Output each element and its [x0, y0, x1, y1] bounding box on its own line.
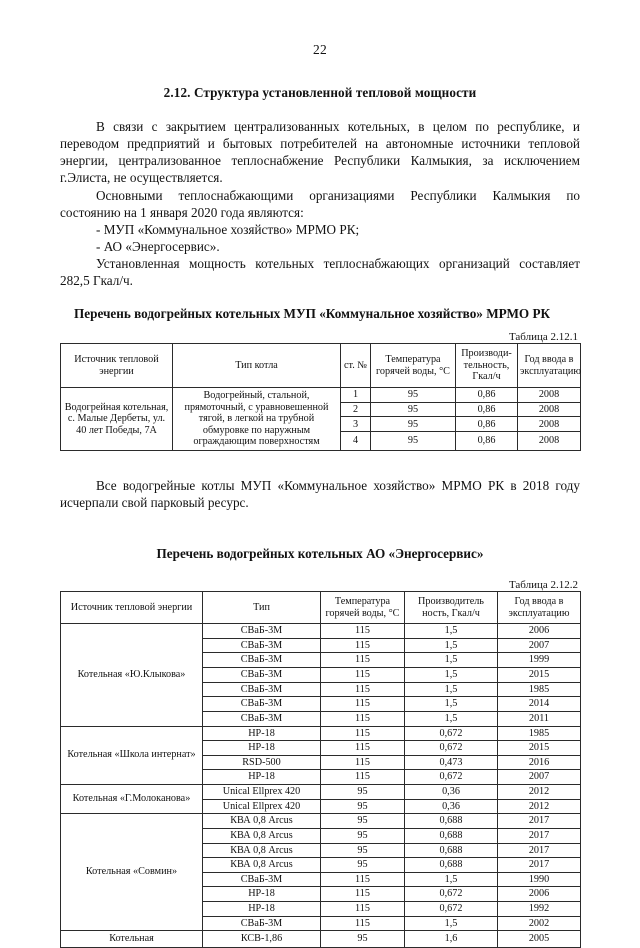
table2-cell-type: HP-18	[203, 770, 321, 785]
table2-cell-power: 1,5	[405, 682, 498, 697]
table2-col-power: Производитель ность, Гкал/ч	[405, 591, 498, 623]
table2-cell-year: 2006	[498, 624, 581, 639]
table1-cell-power: 0,86	[456, 417, 518, 432]
table2-cell-power: 0,473	[405, 755, 498, 770]
table2-cell-temp: 115	[321, 624, 405, 639]
table2-cell-year: 2015	[498, 741, 581, 756]
table2-cell-power: 0,672	[405, 887, 498, 902]
table1-cell-no: 2	[341, 402, 371, 417]
table2-cell-power: 1,5	[405, 711, 498, 726]
table2-caption: Таблица 2.12.2	[508, 578, 578, 591]
table2-cell-type: СВаБ-3М	[203, 668, 321, 683]
table2-cell-temp: 115	[321, 682, 405, 697]
table2-cell-year: 2016	[498, 755, 581, 770]
table2-cell-type: HP-18	[203, 741, 321, 756]
table2-cell-power: 0,672	[405, 726, 498, 741]
table2-cell-year: 2017	[498, 814, 581, 829]
table2-cell-type: КВА 0,8 Arcus	[203, 814, 321, 829]
table-row	[61, 387, 581, 402]
table1-cell-no: 4	[341, 432, 371, 451]
table1-caption: Таблица 2.12.1	[508, 331, 578, 344]
table2-cell-year: 2011	[498, 711, 581, 726]
table2-cell-type: СВаБ-3М	[203, 624, 321, 639]
table1-col-number: ст. №	[341, 344, 371, 388]
table1-cell-temp: 95	[371, 387, 456, 402]
table1-col-power: Производи-тельность, Гкал/ч	[456, 344, 518, 388]
table1-cell-temp: 95	[371, 432, 456, 451]
table2-cell-power: 0,36	[405, 799, 498, 814]
table2-cell-year: 2017	[498, 843, 581, 858]
table-row	[61, 931, 581, 948]
table1-cell-no: 1	[341, 387, 371, 402]
table2-cell-type: СВаБ-3М	[203, 653, 321, 668]
table2-cell-year: 1985	[498, 726, 581, 741]
table1-col-temperature: Температура горячей воды, °С	[371, 344, 456, 388]
table2-cell-year: 1990	[498, 872, 581, 887]
table2-cell-type: Unical Ellprex 420	[203, 799, 321, 814]
table2-cell-type: СВаБ-3М	[203, 682, 321, 697]
table2-cell-temp: 95	[321, 785, 405, 800]
table1-cell-power: 0,86	[456, 387, 518, 402]
table2-source-cell: Котельная «Школа интернат»	[61, 726, 203, 785]
table1-cell-year: 2008	[518, 417, 581, 432]
table2-cell-year: 2007	[498, 638, 581, 653]
table2-cell-power: 0,672	[405, 770, 498, 785]
table2-cell-power: 0,36	[405, 785, 498, 800]
table1-col-source: Источник тепловой энергии	[61, 344, 173, 388]
table2-col-type: Тип	[203, 591, 321, 623]
table1-cell-temp: 95	[371, 402, 456, 417]
table2-body	[61, 624, 581, 948]
table2-cell-temp: 115	[321, 726, 405, 741]
bullet-mup: - МУП «Коммунальное хозяйство» МРМО РК;	[96, 221, 360, 237]
table2-cell-temp: 115	[321, 697, 405, 712]
table2-cell-temp: 115	[321, 872, 405, 887]
table2-cell-year: 1992	[498, 902, 581, 917]
table2-cell-year: 2017	[498, 858, 581, 873]
table2-cell-power: 0,688	[405, 828, 498, 843]
table2-cell-temp: 115	[321, 916, 405, 931]
table1-body	[61, 387, 581, 450]
table2-col-temperature: Температура горячей воды, °С	[321, 591, 405, 623]
table2-cell-type: HP-18	[203, 887, 321, 902]
table2-cell-year: 1999	[498, 653, 581, 668]
table-row	[61, 726, 581, 741]
table2-source-cell: Котельная	[61, 931, 203, 948]
table2-col-year: Год ввода в эксплуатацию	[498, 591, 581, 623]
table1-header-row	[61, 344, 581, 388]
table2-cell-temp: 95	[321, 828, 405, 843]
table1-cell-year: 2008	[518, 387, 581, 402]
table2-cell-type: СВаБ-3М	[203, 916, 321, 931]
table2-cell-year: 2014	[498, 697, 581, 712]
table1-cell-year: 2008	[518, 432, 581, 451]
table2-cell-power: 0,672	[405, 902, 498, 917]
table2-cell-type: HP-18	[203, 726, 321, 741]
table1-boilertype-cell: Водогрейный, стальной, прямоточный, с уравновешенной тягой, в легкой на трубной обмуровке по наружным ограждающим поверхностям	[173, 387, 341, 450]
table2-cell-year: 2007	[498, 770, 581, 785]
table2-cell-type: СВаБ-3М	[203, 638, 321, 653]
table2-source-cell: Котельная «Г.Молоканова»	[61, 785, 203, 814]
table2-cell-temp: 115	[321, 653, 405, 668]
table2-cell-power: 0,688	[405, 843, 498, 858]
table2-cell-temp: 95	[321, 814, 405, 829]
table1-source-cell: Водогрейная котельная, с. Малые Дербеты, ул. 40 лет Победы, 7А	[61, 387, 173, 450]
table-boilers-ao	[60, 591, 581, 948]
table2-cell-power: 1,5	[405, 638, 498, 653]
table2-cell-temp: 115	[321, 711, 405, 726]
section-heading: 2.12. Структура установленной тепловой мощности	[163, 85, 477, 100]
table2-source-cell: Котельная «Ю.Клыкова»	[61, 624, 203, 726]
table2-cell-power: 1,6	[405, 931, 498, 948]
table1-cell-temp: 95	[371, 417, 456, 432]
table2-cell-temp: 115	[321, 638, 405, 653]
table2-cell-year: 2015	[498, 668, 581, 683]
table-row	[61, 814, 581, 829]
table2-cell-temp: 115	[321, 741, 405, 756]
table2-cell-power: 1,5	[405, 624, 498, 639]
table1-cell-year: 2008	[518, 402, 581, 417]
table2-cell-type: КВА 0,8 Arcus	[203, 858, 321, 873]
table2-cell-year: 2017	[498, 828, 581, 843]
table2-cell-temp: 95	[321, 843, 405, 858]
table2-cell-temp: 115	[321, 902, 405, 917]
table2-cell-year: 2005	[498, 931, 581, 948]
table2-cell-temp: 115	[321, 668, 405, 683]
table2-cell-year: 2012	[498, 799, 581, 814]
table2-cell-type: RSD-500	[203, 755, 321, 770]
table2-cell-year: 2012	[498, 785, 581, 800]
table2-title: Перечень водогрейных котельных АО «Энергосервис»	[156, 546, 484, 562]
table1-cell-power: 0,86	[456, 402, 518, 417]
table2-cell-temp: 115	[321, 770, 405, 785]
paragraph-intro: В связи с закрытием централизованных котельных, в целом по республике, и переводом предприятий и бытовых потребителей на автономные источники тепловой энергии, централизованное теплоснабжение Республики Калмыкия, за исключением г.Элиста, не осуществляется.	[60, 119, 580, 186]
table2-cell-type: КВА 0,8 Arcus	[203, 828, 321, 843]
table2-cell-power: 0,672	[405, 741, 498, 756]
table2-cell-power: 1,5	[405, 916, 498, 931]
table1-col-type: Тип котла	[173, 344, 341, 388]
table2-cell-type: СВаБ-3М	[203, 711, 321, 726]
table2-cell-type: СВаБ-3М	[203, 697, 321, 712]
table1-cell-power: 0,86	[456, 432, 518, 451]
table1-cell-no: 3	[341, 417, 371, 432]
table2-col-source: Источник тепловой энергии	[61, 591, 203, 623]
paragraph-resource: Все водогрейные котлы МУП «Коммунальное хозяйство» МРМО РК в 2018 году исчерпали свой парковый ресурс.	[60, 478, 580, 511]
table1-col-year: Год ввода в эксплуатацию	[518, 344, 581, 388]
table2-source-cell: Котельная «Совмин»	[61, 814, 203, 931]
table-row	[61, 624, 581, 639]
table2-cell-power: 1,5	[405, 653, 498, 668]
table2-cell-year: 2002	[498, 916, 581, 931]
table2-cell-power: 1,5	[405, 668, 498, 683]
table2-cell-temp: 95	[321, 858, 405, 873]
table-boilers-mup	[60, 343, 581, 451]
page-number: 22	[313, 42, 327, 57]
table2-header-row	[61, 591, 581, 623]
table2-cell-type: Unical Ellprex 420	[203, 785, 321, 800]
table2-cell-power: 1,5	[405, 872, 498, 887]
table2-cell-year: 1985	[498, 682, 581, 697]
table2-cell-power: 1,5	[405, 697, 498, 712]
table2-cell-year: 2006	[498, 887, 581, 902]
paragraph-organizations: Основными теплоснабжающими организациями Республики Калмыкия по состоянию на 1 января 2020 года являются:	[60, 187, 580, 220]
table2-cell-temp: 115	[321, 755, 405, 770]
table-row	[61, 785, 581, 800]
table2-cell-temp: 95	[321, 799, 405, 814]
table2-cell-type: КВА 0,8 Arcus	[203, 843, 321, 858]
table2-cell-type: HP-18	[203, 902, 321, 917]
table2-cell-type: КСВ-1,86	[203, 931, 321, 948]
table2-cell-power: 0,688	[405, 858, 498, 873]
table1-title: Перечень водогрейных котельных МУП «Коммунальное хозяйство» МРМО РК	[74, 305, 551, 321]
table2-cell-power: 0,688	[405, 814, 498, 829]
table2-cell-temp: 115	[321, 887, 405, 902]
table2-cell-type: СВаБ-3М	[203, 872, 321, 887]
table2-cell-temp: 95	[321, 931, 405, 948]
paragraph-capacity: Установленная мощность котельных теплоснабжающих организаций составляет 282,5 Гкал/ч.	[60, 256, 580, 289]
bullet-ao: - АО «Энергосервис».	[96, 239, 220, 255]
